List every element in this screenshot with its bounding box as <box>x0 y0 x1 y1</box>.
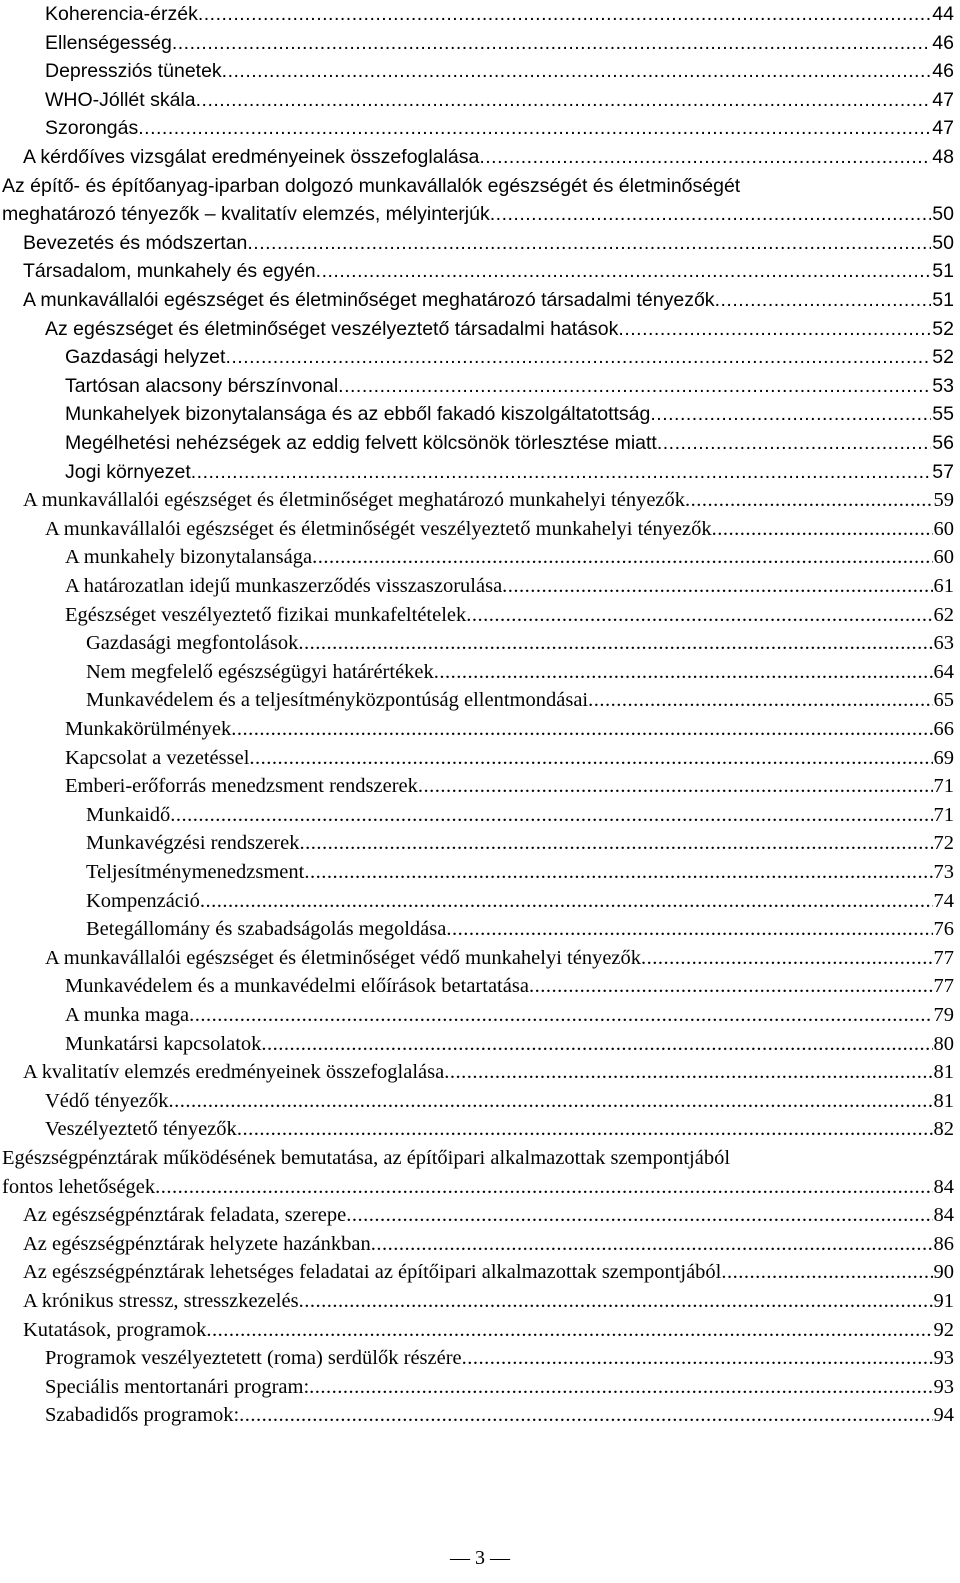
toc-entry-leader <box>170 801 932 830</box>
toc-entry-page: 80 <box>933 1032 954 1055</box>
toc-entry-leader <box>657 429 931 458</box>
toc-entry-leader <box>155 1173 932 1202</box>
toc-entry-leader <box>206 1316 932 1345</box>
toc-entry-page: 52 <box>932 346 954 369</box>
toc-entry-page: 71 <box>933 803 954 826</box>
toc-entry-page: 51 <box>932 260 954 283</box>
toc-entry-leader <box>299 1287 933 1316</box>
toc-entry-page: 72 <box>933 832 954 855</box>
toc-entry-page: 74 <box>933 889 954 912</box>
toc-entry-page: 60 <box>933 546 954 569</box>
toc-entry-title: A munkavállalói egészséget és életminőséget védő munkahelyi tényezők <box>45 946 642 969</box>
toc-entry-leader <box>247 229 931 258</box>
toc-entry-title: Gazdasági megfontolások <box>86 632 299 655</box>
toc-entry[interactable] <box>23 286 954 315</box>
toc-entry[interactable] <box>2 172 740 201</box>
toc-entry-leader <box>490 200 932 229</box>
toc-entry-title: Bevezetés és módszertan <box>23 231 248 254</box>
toc-entry-leader <box>418 772 933 801</box>
toc-entry[interactable] <box>2 1144 730 1173</box>
toc-entry[interactable] <box>65 601 954 630</box>
toc-entry-title: Munkavégzési rendszerek <box>86 832 300 855</box>
toc-entry-page: 79 <box>933 1004 954 1026</box>
toc-entry-title: A munka maga <box>65 1004 190 1026</box>
toc-entry[interactable] <box>65 343 954 372</box>
toc-entry[interactable] <box>86 686 954 715</box>
toc-entry-title: Szorongás <box>45 117 139 140</box>
toc-entry-leader <box>444 1058 932 1087</box>
toc-entry-leader <box>189 1001 932 1030</box>
toc-entry[interactable] <box>23 1058 954 1087</box>
toc-entry-leader <box>479 143 931 172</box>
toc-entry-title: Egészséget veszélyeztető fizikai munkafeltételek <box>65 603 467 626</box>
toc-entry-title: Munkahelyek bizonytalansága és az ebből fakadó kiszolgáltatottság <box>65 403 651 426</box>
toc-entry-leader <box>346 1201 932 1230</box>
toc-entry[interactable] <box>23 1287 954 1316</box>
toc-entry-leader <box>338 372 931 401</box>
toc-entry-leader <box>588 686 932 715</box>
toc-entry-title: Programok veszélyeztetett (roma) serdülők részére <box>45 1347 462 1370</box>
toc-entry-page: 77 <box>933 946 954 969</box>
toc-entry-leader <box>172 29 931 58</box>
toc-entry-leader <box>237 1115 933 1144</box>
toc-entry-title: Az építő- és építőanyag-iparban dolgozó munkavállalók egészségét és életminőségét <box>2 174 741 197</box>
toc-entry[interactable] <box>45 1401 954 1430</box>
toc-entry-page: 50 <box>932 203 954 226</box>
toc-entry-leader <box>249 744 932 773</box>
toc-entry-title: Kompenzáció <box>86 889 200 912</box>
toc-entry-leader <box>309 1373 932 1402</box>
toc-entry-title: Munkavédelem és a teljesítményközpontúság ellentmondásai <box>86 689 589 712</box>
toc-entry-leader <box>298 629 932 658</box>
toc-entry[interactable] <box>86 829 954 858</box>
toc-entry-page: 84 <box>933 1175 954 1198</box>
toc-entry[interactable] <box>23 1258 954 1287</box>
toc-entry-title: A határozatlan idejű munkaszerződés visszaszorulása <box>65 575 503 597</box>
toc-entry-leader <box>721 1258 932 1287</box>
toc-entry[interactable] <box>45 57 954 86</box>
toc-entry-title: Nem megfelelő egészségügyi határértékek <box>86 660 434 683</box>
toc-entry[interactable] <box>23 1201 954 1230</box>
toc-entry[interactable] <box>23 1316 954 1345</box>
toc-entry-leader <box>169 1087 933 1116</box>
toc-entry-page: 71 <box>933 775 954 798</box>
toc-entry-title: Munkaidő <box>86 803 171 826</box>
toc-entry-title: A kvalitatív elemzés eredményeinek összefoglalása <box>23 1061 445 1084</box>
toc-entry[interactable] <box>86 915 954 944</box>
toc-entry-leader <box>371 1230 933 1259</box>
toc-entry-title: Veszélyeztető tényezők <box>45 1118 237 1141</box>
toc-entry-leader <box>231 715 932 744</box>
toc-entry-page: 61 <box>933 575 954 597</box>
toc-entry-leader <box>462 1344 933 1373</box>
toc-entry[interactable] <box>65 772 954 801</box>
toc-entry[interactable] <box>45 1115 954 1144</box>
toc-entry-page: 94 <box>933 1404 954 1427</box>
toc-entry-title: Betegállomány és szabadságolás megoldása <box>86 918 447 941</box>
toc-entry[interactable] <box>2 1173 954 1202</box>
toc-entry-page: 69 <box>933 746 954 769</box>
toc-entry[interactable] <box>23 1230 954 1259</box>
toc-entry-title: Teljesítménymenedzsment <box>86 861 305 883</box>
toc-entry-title: Koherencia-érzék <box>45 3 198 25</box>
toc-entry-title: Az egészségpénztárak helyzete hazánkban <box>23 1232 371 1255</box>
toc-entry[interactable] <box>23 143 954 172</box>
toc-entry-page: 77 <box>933 975 954 998</box>
toc-entry-title: Speciális mentortanári program: <box>45 1375 310 1398</box>
toc-entry-page: 56 <box>932 432 954 454</box>
toc-entry-leader <box>650 400 931 429</box>
toc-entry-page: 90 <box>933 1261 954 1284</box>
toc-entry[interactable] <box>45 944 954 973</box>
toc-entry-title: meghatározó tényezők – kvalitatív elemzés, mélyinterjúk <box>2 203 490 226</box>
toc-entry[interactable] <box>65 972 954 1001</box>
toc-entry-page: 93 <box>933 1347 954 1370</box>
toc-entry[interactable] <box>23 229 954 258</box>
toc-entry-page: 76 <box>933 918 954 941</box>
toc-entry-leader <box>222 57 932 86</box>
toc-entry-title: Kutatások, programok <box>23 1318 207 1341</box>
toc-entry-page: 46 <box>932 60 954 83</box>
toc-entry-page: 82 <box>933 1118 954 1141</box>
toc-entry[interactable] <box>45 315 954 344</box>
toc-entry-page: 47 <box>932 117 954 140</box>
toc-entry-title: A krónikus stressz, stresszkezelés <box>23 1290 299 1312</box>
toc-entry-leader <box>261 1030 932 1059</box>
toc-entry-page: 93 <box>933 1375 954 1398</box>
toc-entry-leader <box>239 1401 932 1430</box>
toc-entry-page: 46 <box>932 31 954 54</box>
toc-entry-title: Ellenségesség <box>45 31 172 54</box>
toc-entry[interactable] <box>65 572 954 601</box>
toc-entry-page: 44 <box>932 3 954 25</box>
toc-entry-leader <box>685 486 932 515</box>
toc-entry-page: 60 <box>933 517 954 540</box>
toc-entry[interactable] <box>86 887 954 916</box>
toc-entry-title: Szabadidős programok: <box>45 1404 240 1427</box>
toc-entry-page: 91 <box>933 1290 954 1312</box>
toc-entry-page: 63 <box>933 632 954 655</box>
toc-entry-leader <box>191 458 932 487</box>
toc-entry[interactable] <box>45 515 954 544</box>
toc-entry-title: Munkakörülmények <box>65 718 232 740</box>
toc-entry[interactable] <box>65 372 954 401</box>
toc-entry-title: A munkahely bizonytalansága <box>65 546 313 569</box>
toc-entry-title: A munkavállalói egészséget és életminőséget meghatározó társadalmi tényezők <box>23 289 715 311</box>
toc-entry-title: Depressziós tünetek <box>45 60 222 83</box>
toc-entry-page: 92 <box>933 1318 954 1341</box>
toc-entry-page: 66 <box>933 718 954 740</box>
toc-entry-leader <box>138 114 931 143</box>
toc-entry-leader <box>316 257 932 286</box>
toc-entry-title: Az egészségpénztárak feladata, szerepe <box>23 1204 347 1227</box>
toc-entry[interactable] <box>45 1087 954 1116</box>
toc-entry-leader <box>200 887 933 916</box>
toc-entry-leader <box>304 858 932 887</box>
toc-entry-page: 59 <box>933 489 954 512</box>
toc-entry-leader <box>312 543 932 572</box>
toc-entry[interactable] <box>86 801 954 830</box>
toc-entry-page: 55 <box>932 403 954 426</box>
toc-entry[interactable] <box>65 543 954 572</box>
toc-entry[interactable] <box>2 200 954 229</box>
page-number: — 3 — <box>450 1547 510 1569</box>
toc-entry-page: 57 <box>932 460 954 483</box>
toc-entry[interactable] <box>65 1030 954 1059</box>
toc-entry-title: A kérdőíves vizsgálat eredményeinek összefoglalása <box>23 146 480 168</box>
toc-entry-page: 81 <box>933 1061 954 1084</box>
toc-entry-page: 65 <box>933 689 954 712</box>
toc-entry-page: 53 <box>932 374 954 397</box>
toc-entry-title: Gazdasági helyzet <box>65 346 226 369</box>
toc-entry-leader <box>196 86 932 115</box>
toc-entry[interactable] <box>65 458 954 487</box>
toc-entry[interactable] <box>45 1344 954 1373</box>
toc-entry-title: Emberi-erőforrás menedzsment rendszerek <box>65 775 418 798</box>
toc-entry-leader <box>618 315 931 344</box>
toc-entry-title: Védő tényezők <box>45 1089 169 1112</box>
toc-entry-leader <box>198 0 931 29</box>
toc-entry-leader <box>715 286 932 315</box>
toc-entry[interactable] <box>45 1373 954 1402</box>
toc-entry-title: Tartósan alacsony bérszínvonal <box>65 374 339 397</box>
toc-entry-title: WHO-Jóllét skála <box>45 88 196 111</box>
toc-entry[interactable] <box>45 0 954 29</box>
toc-entry-title: Az egészséget és életminőséget veszélyeztető társadalmi hatások <box>45 317 619 340</box>
toc-entry-title: Kapcsolat a vezetéssel <box>65 746 250 769</box>
toc-entry[interactable] <box>86 858 954 887</box>
toc-entry-page: 73 <box>933 861 954 883</box>
toc-entry-title: A munkavállalói egészséget és életminőségét veszélyeztető munkahelyi tényezők <box>45 517 712 540</box>
toc-entry-title: Jogi környezet <box>65 460 191 483</box>
toc-entry-leader <box>225 343 931 372</box>
toc-entry-title: A munkavállalói egészséget és életminőséget meghatározó munkahelyi tényezők <box>23 489 686 512</box>
toc-entry-title: Egészségpénztárak működésének bemutatása, az építőipari alkalmazottak szempontjából <box>2 1147 731 1169</box>
toc-entry-page: 52 <box>932 317 954 340</box>
toc-entry-page: 51 <box>932 289 954 311</box>
toc-entry-leader <box>466 601 932 630</box>
toc-entry-leader <box>434 658 933 687</box>
toc-entry-page: 48 <box>932 146 954 168</box>
toc-entry-page: 47 <box>932 88 954 111</box>
toc-entry-leader <box>641 944 932 973</box>
toc-entry-title: Társadalom, munkahely és egyén <box>23 260 316 283</box>
toc-entry[interactable] <box>65 715 954 744</box>
toc-entry-title: Munkavédelem és a munkavédelmi előírások betartatása <box>65 975 529 998</box>
toc-entry-page: 84 <box>933 1204 954 1227</box>
toc-entry-leader <box>712 515 933 544</box>
toc-entry[interactable] <box>86 658 954 687</box>
toc-entry-leader <box>446 915 932 944</box>
toc-entry-page: 64 <box>933 660 954 683</box>
toc-entry-title: Megélhetési nehézségek az eddig felvett kölcsönök törlesztése miatt <box>65 432 657 454</box>
toc-entry[interactable] <box>23 257 954 286</box>
toc-entry[interactable] <box>86 629 954 658</box>
toc-entry[interactable] <box>65 400 954 429</box>
toc-entry[interactable] <box>65 1001 954 1030</box>
toc-entry-leader <box>299 829 932 858</box>
toc-entry[interactable] <box>65 744 954 773</box>
toc-entry[interactable] <box>45 29 954 58</box>
toc-entry-leader <box>502 572 932 601</box>
toc-entry[interactable] <box>45 86 954 115</box>
toc-entry-page: 50 <box>932 231 954 254</box>
toc-entry-page: 62 <box>933 603 954 626</box>
toc-entry-page: 86 <box>933 1232 954 1255</box>
toc-entry-leader <box>529 972 933 1001</box>
toc-entry[interactable] <box>45 114 954 143</box>
toc-entry-title: Munkatársi kapcsolatok <box>65 1032 262 1055</box>
toc-entry[interactable] <box>23 486 954 515</box>
toc-entry-title: Az egészségpénztárak lehetséges feladatai az építőipari alkalmazottak szempontjából <box>23 1261 722 1284</box>
toc-entry[interactable] <box>65 429 954 458</box>
toc-entry-page: 81 <box>933 1089 954 1112</box>
toc-entry-title: fontos lehetőségek <box>2 1175 156 1198</box>
